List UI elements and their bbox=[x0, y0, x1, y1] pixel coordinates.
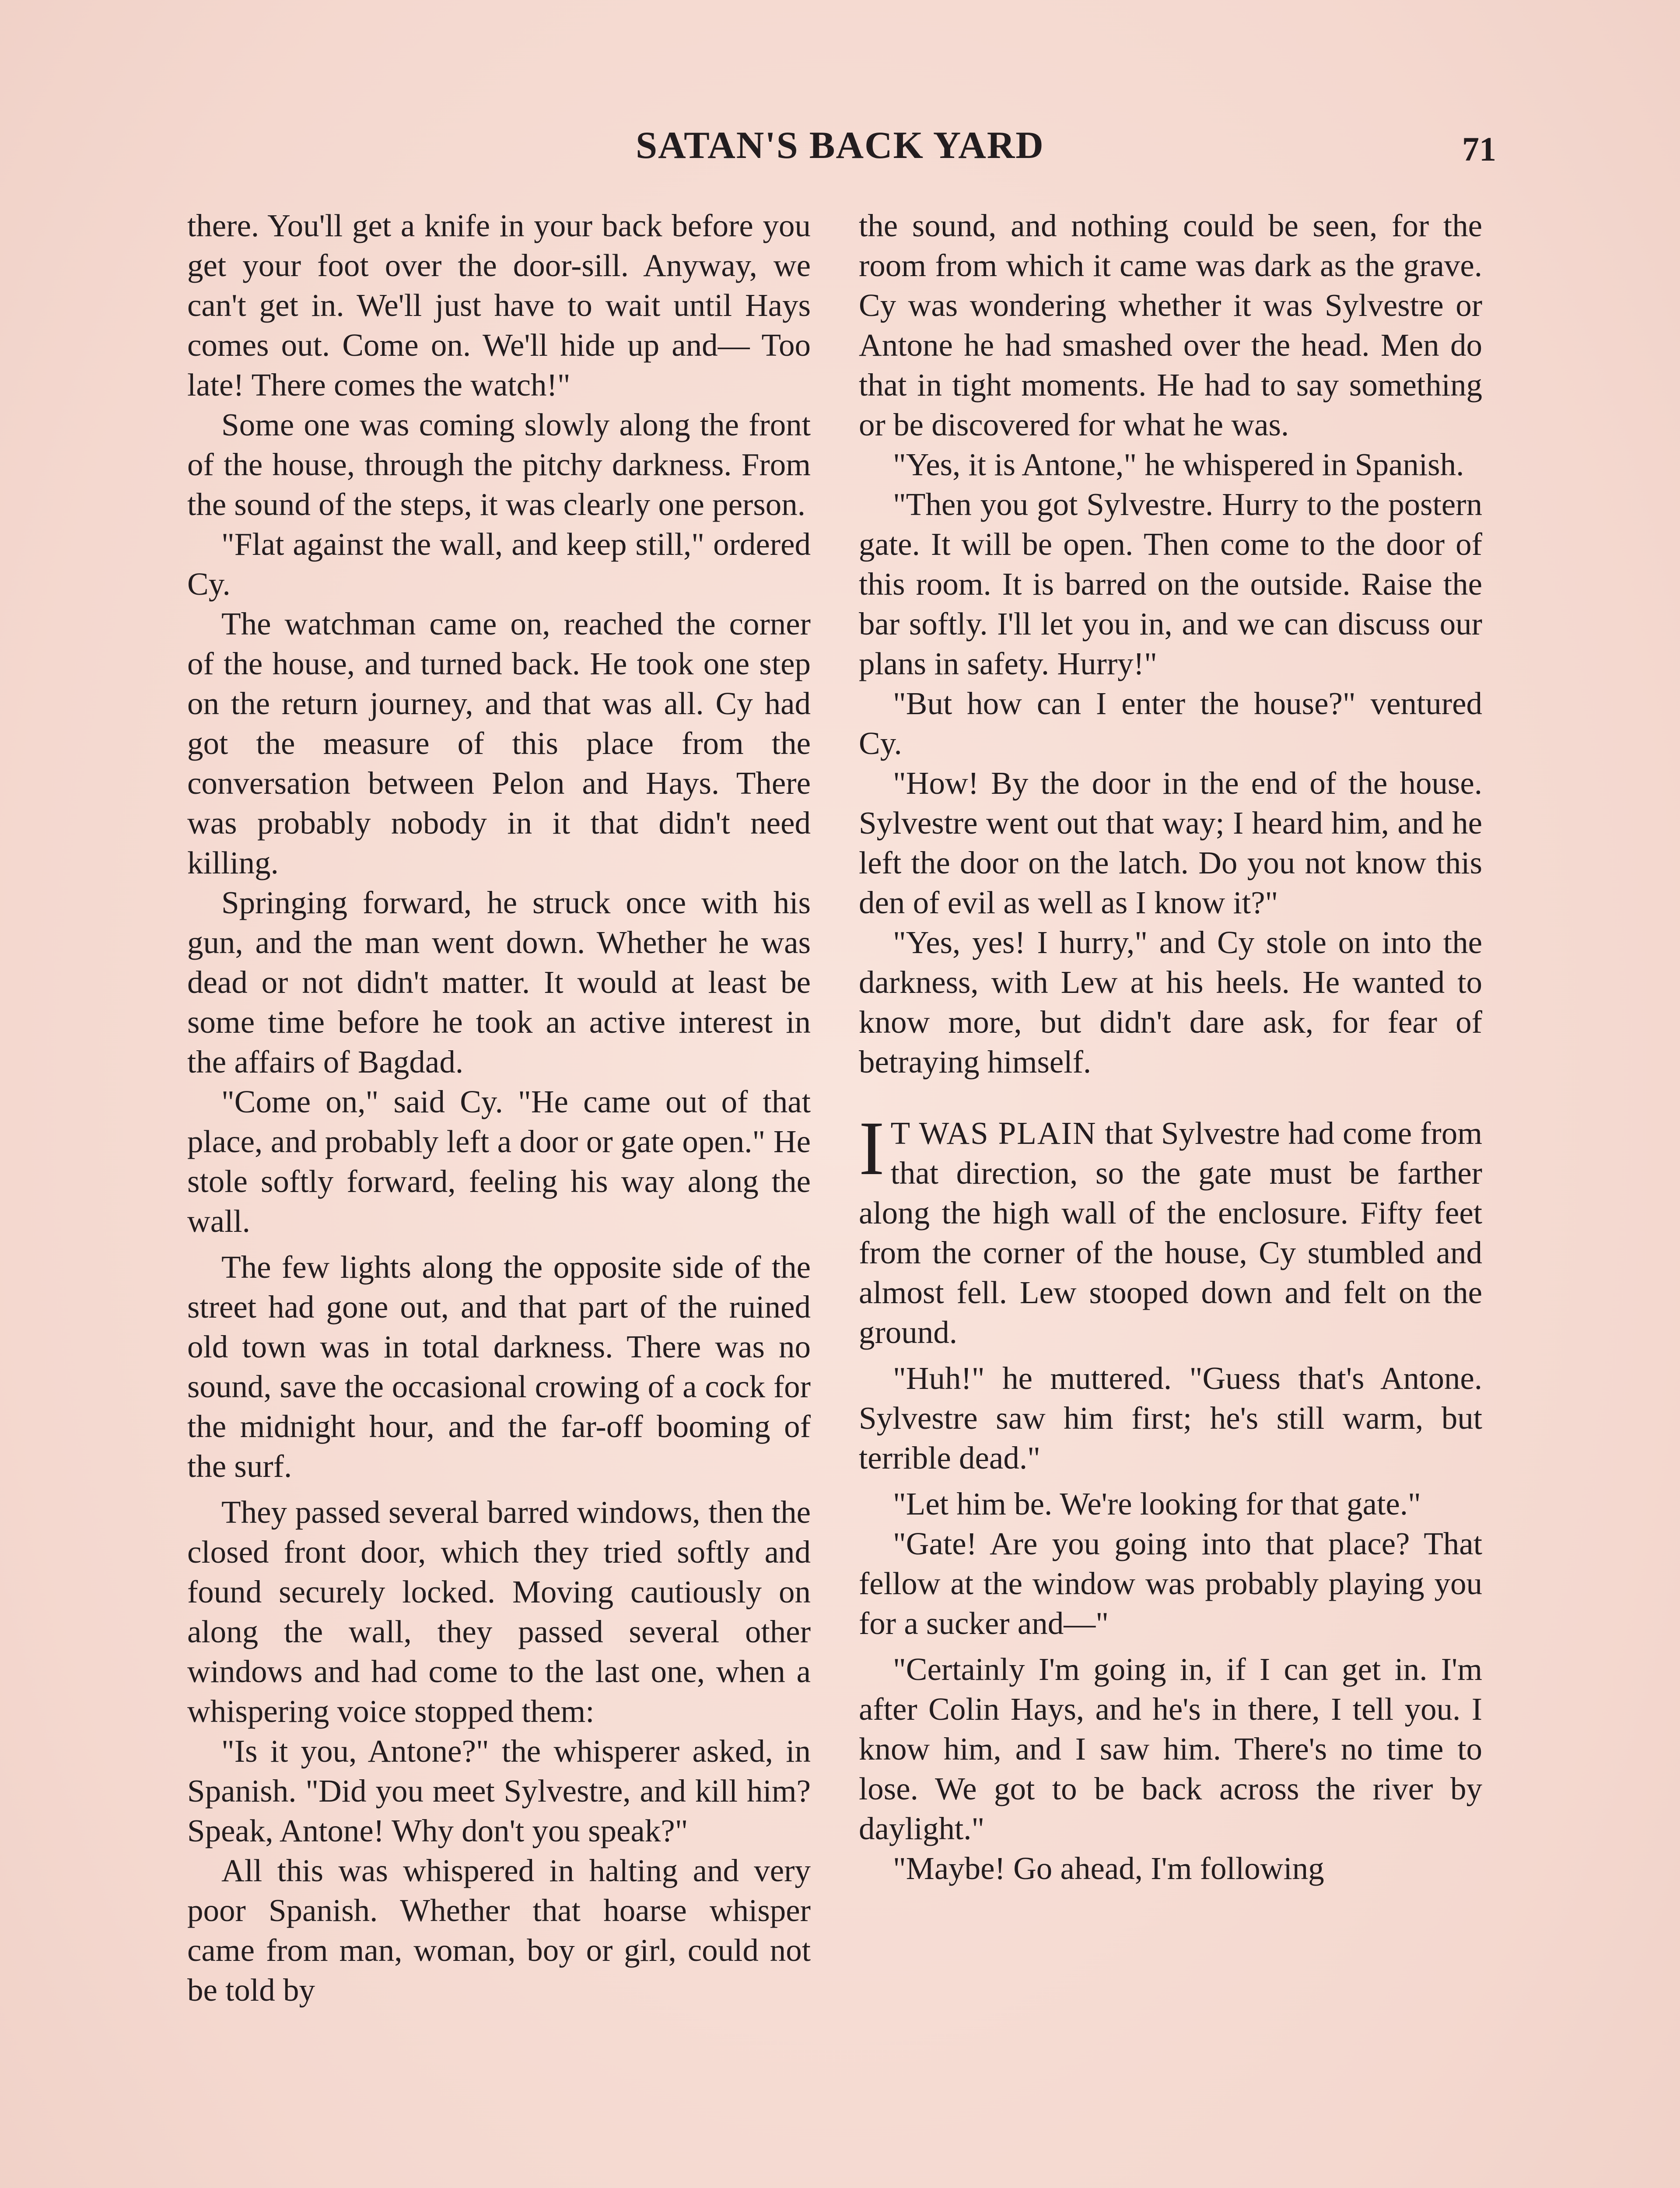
section-opening-text: that Sylvestre had come from that direction, so the gate must be farther along the high wall of the enclosure. Fifty feet from the corner of the house, Cy stumbled and almost fell. Lew stooped down and felt on the ground. bbox=[859, 1115, 1482, 1350]
paragraph: "How! By the door in the end of the house. Sylvestre went out that way; I heard him, and he left the door on the latch. Do you not know this den of evil as well as I know it?" bbox=[859, 765, 1482, 920]
paragraph: "Yes, it is Antone," he whispered in Spanish. bbox=[893, 447, 1464, 482]
section-opening-paragraph bbox=[859, 1106, 1482, 1352]
paragraph: the sound, and nothing could be seen, for the room from which it came was dark as the grave. Cy was wondering whether it was Sylvestre or Antone he had smashed over the head. Men do that in tight moments. He had to say something or be discovered for what he was. bbox=[859, 208, 1482, 442]
paragraph: "Flat against the wall, and keep still," ordered Cy. bbox=[187, 526, 811, 602]
drop-cap: I bbox=[859, 1106, 885, 1191]
paragraph: "Yes, yes! I hurry," and Cy stole on into the darkness, with Lew at his heels. He wanted to know more, but didn't dare ask, for fear of betraying himself. bbox=[859, 925, 1482, 1080]
paragraph: "Certainly I'm going in, if I can get in. I'm after Colin Hays, and he's in there, I tell you. I know him, and I saw him. There's no time to lose. We got to be back across the river by daylight." bbox=[859, 1652, 1482, 1846]
paragraph: "Huh!" he muttered. "Guess that's Antone. Sylvestre saw him first; he's still warm, but terrible dead." bbox=[859, 1360, 1482, 1476]
paragraph: "Maybe! Go ahead, I'm following bbox=[893, 1851, 1324, 1886]
paragraph: there. You'll get a knife in your back before you get your foot over the door-sill. Anyway, we can't get in. We'll just have to wait until Hays comes out. Come on. We'll hide up and— Too late! There comes the watch!" bbox=[187, 208, 811, 403]
paragraph: "But how can I enter the house?" ventured Cy. bbox=[859, 686, 1482, 761]
paragraph: The few lights along the opposite side of the street had gone out, and that part of the ruined old town was in total darkness. There was no sound, save the occasional crowing of a cock for the midnight hour, and the far-off booming of the surf. bbox=[187, 1249, 811, 1484]
small-caps-lead: T WAS PLAIN bbox=[890, 1115, 1097, 1151]
paragraph: Springing forward, he struck once with his gun, and the man went down. Whether he was dead or not didn't matter. It would at least be some time before he took an active interest in the affairs of Bagdad. bbox=[187, 885, 811, 1080]
paragraph: "Then you got Sylvestre. Hurry to the postern gate. It will be open. Then come to the door of this room. It is barred on the outside. Raise the bar softly. I'll let you in, and we can discuss our plans in safety. Hurry!" bbox=[859, 487, 1482, 681]
paragraph: All this was whispered in halting and very poor Spanish. Whether that hoarse whisper came from man, woman, boy or girl, could not be told by bbox=[187, 1853, 811, 2008]
left-column bbox=[187, 206, 811, 2188]
paragraph: "Is it you, Antone?" the whisperer asked, in Spanish. "Did you meet Sylvestre, and kill him? Speak, Antone! Why don't you speak?" bbox=[187, 1733, 811, 1848]
paragraph: "Gate! Are you going into that place? That fellow at the window was probably playing you for a sucker and—" bbox=[859, 1526, 1482, 1641]
running-title: SATAN'S BACK YARD bbox=[636, 124, 1044, 167]
paragraph: The watchman came on, reached the corner of the house, and turned back. He took one step on the return journey, and that was all. Cy had got the measure of this place from the conversation between Pelon and Hays. There was probably nobody in it that didn't need killing. bbox=[187, 606, 811, 880]
page-header bbox=[184, 122, 1496, 170]
paragraph: "Let him be. We're looking for that gate." bbox=[893, 1486, 1421, 1522]
paragraph: Some one was coming slowly along the front of the house, through the pitchy darkness. From the sound of the steps, it was clearly one person. bbox=[187, 407, 811, 522]
paragraph: They passed several barred windows, then the closed front door, which they tried softly and found securely locked. Moving cautiously on along the wall, they passed several other windows and had come to the last one, when a whispering voice stopped them: bbox=[187, 1494, 811, 1729]
paragraph: "Come on," said Cy. "He came out of that place, and probably left a door or gate open." He stole softly forward, feeling his way along the wall. bbox=[187, 1084, 811, 1239]
page-number: 71 bbox=[1462, 130, 1496, 168]
right-column bbox=[859, 206, 1482, 2188]
